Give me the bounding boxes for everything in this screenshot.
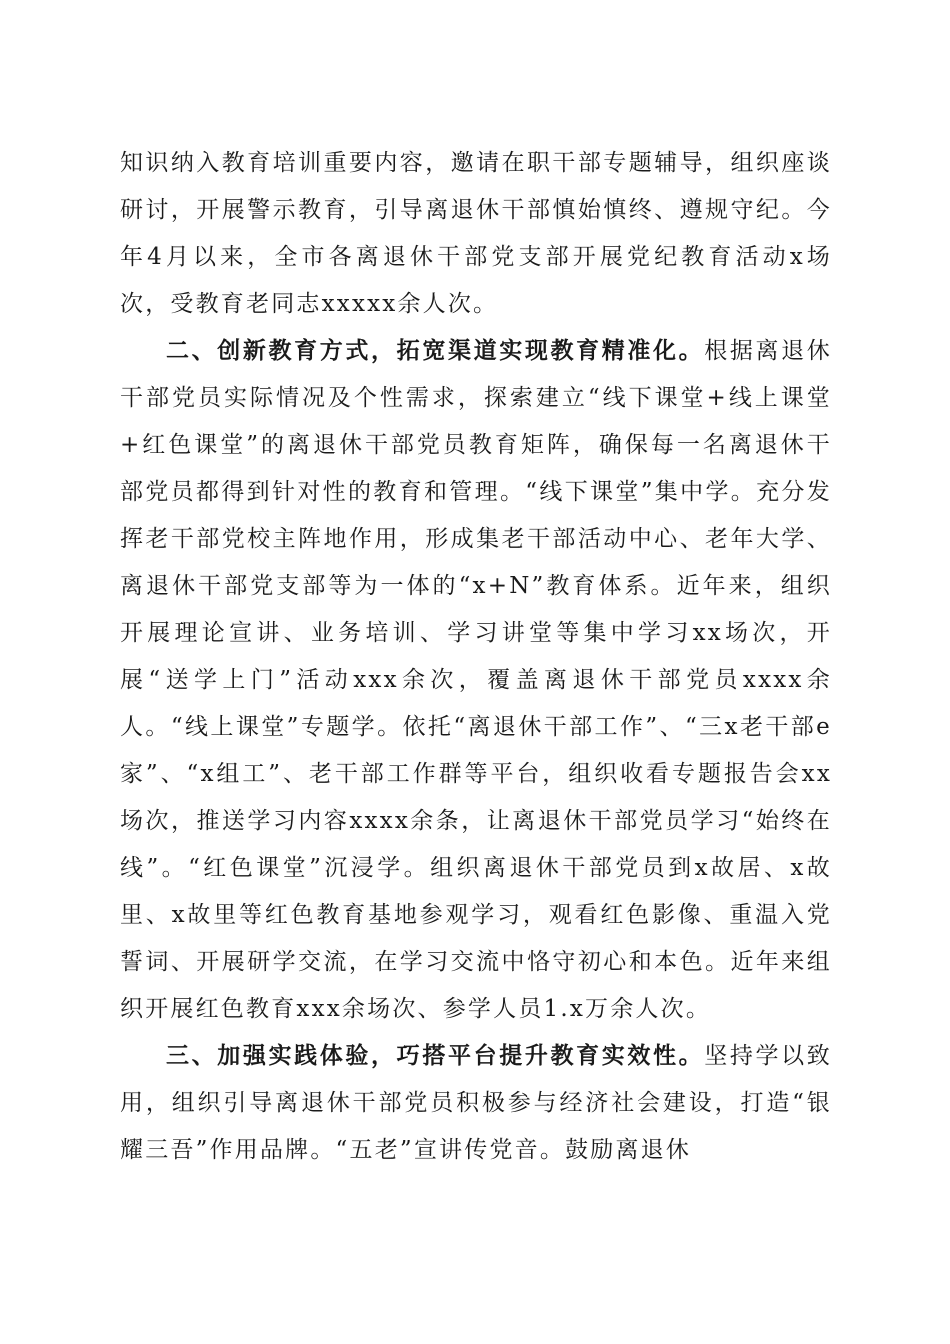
paragraph-2-body: 根据离退休干部党员实际情况及个性需求，探索建立“线下课堂+线上课堂+红色课堂”的离退休干部党员教育矩阵，确保每一名离退休干部党员都得到针对性的教育和管理。“线下课堂”集中学。充分发挥老干部党校主阵地作用，形成集老干部活动中心、老年大学、离退休干部党支部等为一体的“x+N”教育体系。近年来，组织开展理论宣讲、业务培训、学习讲堂等集中学习xx场次，开展“送学上门”活动xxx余次，覆盖离退休干部党员xxxx余人。“线上课堂”专题学。依托“离退休干部工作”、“三x老干部e家”、“x组工”、老干部工作群等平台，组织收看专题报告会xx场次，推送学习内容xxxx余条，让离退休干部党员学习“始终在线”。“红色课堂”沉浸学。组织离退休干部党员到x故居、x故里、x故里等红色教育基地参观学习，观看红色影像、重温入党誓词、开展研学交流，在学习交流中恪守初心和本色。近年来组织开展红色教育xxx余场次、参学人员1.x万余人次。 (120, 338, 833, 1022)
paragraph-3 (120, 1033, 832, 1174)
paragraph-3-body: 坚持学以致用，组织引导离退休干部党员积极参与经济社会建设，打造“银耀三吾”作用品牌。“五老”宣讲传党音。鼓励离退休 (120, 1043, 833, 1163)
section-heading-3: 三、加强实践体验，巧搭平台提升教育实效性。 (166, 1043, 705, 1069)
paragraph-1 (120, 140, 832, 328)
document-body (120, 140, 832, 1174)
paragraph-1-body: 知识纳入教育培训重要内容，邀请在职干部专题辅导，组织座谈研讨，开展警示教育，引导离退休干部慎始慎终、遵规守纪。今年4月以来，全市各离退休干部党支部开展党纪教育活动x场次，受教育老同志xxxxx余人次。 (120, 150, 832, 317)
paragraph-2 (120, 328, 832, 1033)
section-heading-2: 二、创新教育方式，拓宽渠道实现教育精准化。 (166, 338, 705, 364)
